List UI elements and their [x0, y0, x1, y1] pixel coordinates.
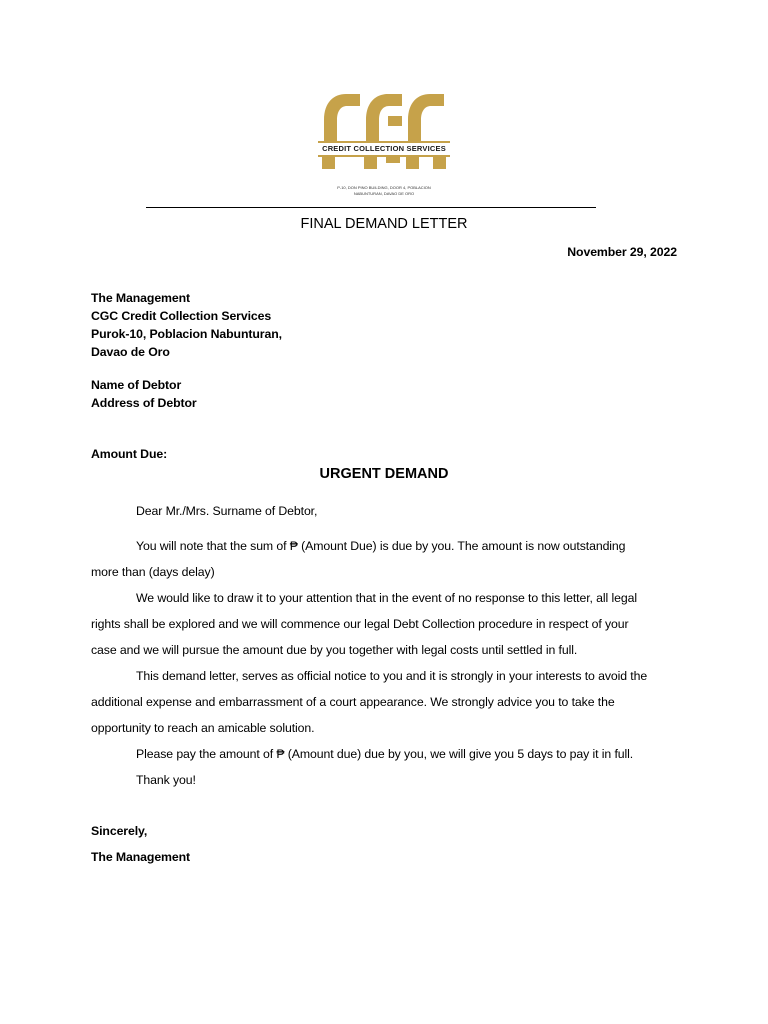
closing-phrase: Sincerely, — [91, 824, 148, 838]
recipient-address — [91, 289, 282, 361]
signatory: The Management — [91, 850, 191, 864]
paragraph-line: Thank you! — [136, 773, 196, 787]
letter-date: November 29, 2022 — [567, 245, 677, 259]
header-divider — [146, 207, 596, 208]
paragraph-line: We would like to draw it to your attention that in the event of no response to this letter, all legal — [136, 591, 637, 605]
company-logo — [316, 92, 452, 202]
paragraph-payment-request — [91, 741, 681, 767]
paragraph-legal-action — [91, 585, 681, 663]
paragraph-official-notice — [91, 663, 681, 741]
paragraph-line: Please pay the amount of ₱ (Amount due) due by you, we will give you 5 days to pay it in full. — [136, 747, 634, 761]
amount-due-label: Amount Due: — [91, 447, 168, 461]
paragraph-line: case and we will pursue the amount due by you together with legal costs until settled in full. — [91, 643, 578, 657]
paragraph-line: opportunity to reach an amicable solution. — [91, 721, 315, 735]
urgent-heading: URGENT DEMAND — [319, 466, 449, 482]
paragraph-line: You will note that the sum of ₱ (Amount Due) is due by you. The amount is now outstanding — [136, 539, 626, 553]
debtor-name: Name of Debtor — [91, 378, 182, 392]
paragraph-line: rights shall be explored and we will commence our legal Debt Collection procedure in respect of your — [91, 617, 629, 631]
paragraph-line: additional expense and embarrassment of a court appearance. We strongly advice you to take the — [91, 695, 615, 709]
paragraph-line: This demand letter, serves as official notice to you and it is strongly in your interests to avoid the — [136, 669, 648, 683]
logo-address-line1: P-10, DON PINO BUILDING, DOOR 4, POBLACION — [337, 185, 431, 190]
closing-block — [91, 818, 190, 870]
recipient-line: Purok-10, Poblacion Nabunturan, — [91, 327, 282, 341]
debtor-info — [91, 376, 197, 412]
recipient-line: CGC Credit Collection Services — [91, 309, 272, 323]
logo-address-line2: NABUNTURAN, DAVAO DE ORO — [353, 191, 415, 196]
debtor-address: Address of Debtor — [91, 396, 197, 410]
salutation: Dear Mr./Mrs. Surname of Debtor, — [136, 504, 318, 518]
document-title: FINAL DEMAND LETTER — [300, 216, 468, 232]
logo-base-mark — [322, 157, 446, 169]
cgc-logo-letters — [320, 92, 448, 148]
recipient-line: Davao de Oro — [91, 345, 170, 359]
paragraph-line: more than (days delay) — [91, 565, 215, 579]
logo-tagline: CREDIT COLLECTION SERVICES — [318, 141, 450, 157]
paragraph-thanks — [91, 767, 681, 793]
paragraph-amount-notice — [91, 533, 681, 585]
recipient-line: The Management — [91, 291, 191, 305]
